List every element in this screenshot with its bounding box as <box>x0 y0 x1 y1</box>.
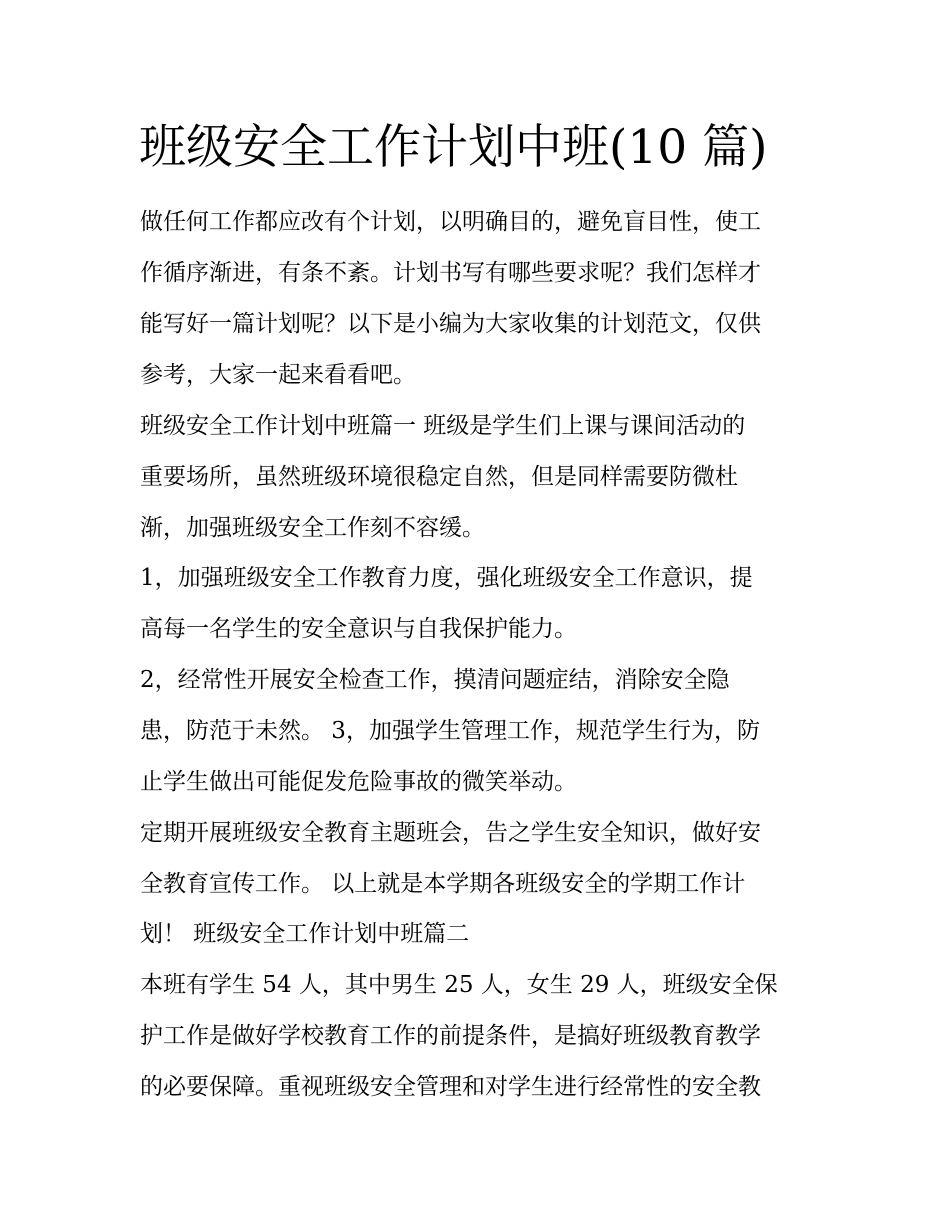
text-line: 能写好一篇计划呢？以下是小编为大家收集的计划范文，仅供 <box>140 311 761 337</box>
text-line: 渐，加强班级安全工作刻不容缓。 <box>140 515 485 541</box>
text-line: 患，防范于未然。 3，加强学生管理工作，规范学生行为，防 <box>140 718 760 744</box>
text-line: 重要场所，虽然班级环境很稳定自然，但是同样需要防微杜 <box>140 464 738 490</box>
text-line: 1，加强班级安全工作教育力度，强化班级安全工作意识，提 <box>140 565 753 591</box>
text-line: 护工作是做好学校教育工作的前提条件，是搞好班级教育教学 <box>140 1023 761 1049</box>
text-line: 2，经常性开展安全检查工作，摸清问题症结，消除安全隐 <box>140 667 730 693</box>
text-line: 止学生做出可能促发危险事故的微笑举动。 <box>140 769 577 795</box>
text-line: 高每一名学生的安全意识与自我保护能力。 <box>140 616 577 642</box>
text-line: 本班有学生 54 人，其中男生 25 人，女生 29 人，班级安全保 <box>140 972 778 998</box>
text-line: 做任何工作都应改有个计划，以明确目的，避免盲目性，使工 <box>140 209 761 235</box>
text-line: 全教育宣传工作。 以上就是本学期各班级安全的学期工作计 <box>140 871 746 897</box>
document-title: 班级安全工作计划中班(10 篇) <box>139 120 768 175</box>
text-line: 作循序渐进，有条不紊。计划书写有哪些要求呢？我们怎样才 <box>140 260 761 286</box>
text-line: 班级安全工作计划中班篇一 班级是学生们上课与课间活动的 <box>140 413 746 439</box>
text-line: 划！ 班级安全工作计划中班篇二 <box>140 921 470 947</box>
text-line: 的必要保障。重视班级安全管理和对学生进行经常性的安全教 <box>140 1074 761 1100</box>
text-line: 参考，大家一起来看看吧。 <box>140 362 416 388</box>
text-line: 定期开展班级安全教育主题班会，告之学生安全知识，做好安 <box>140 820 761 846</box>
